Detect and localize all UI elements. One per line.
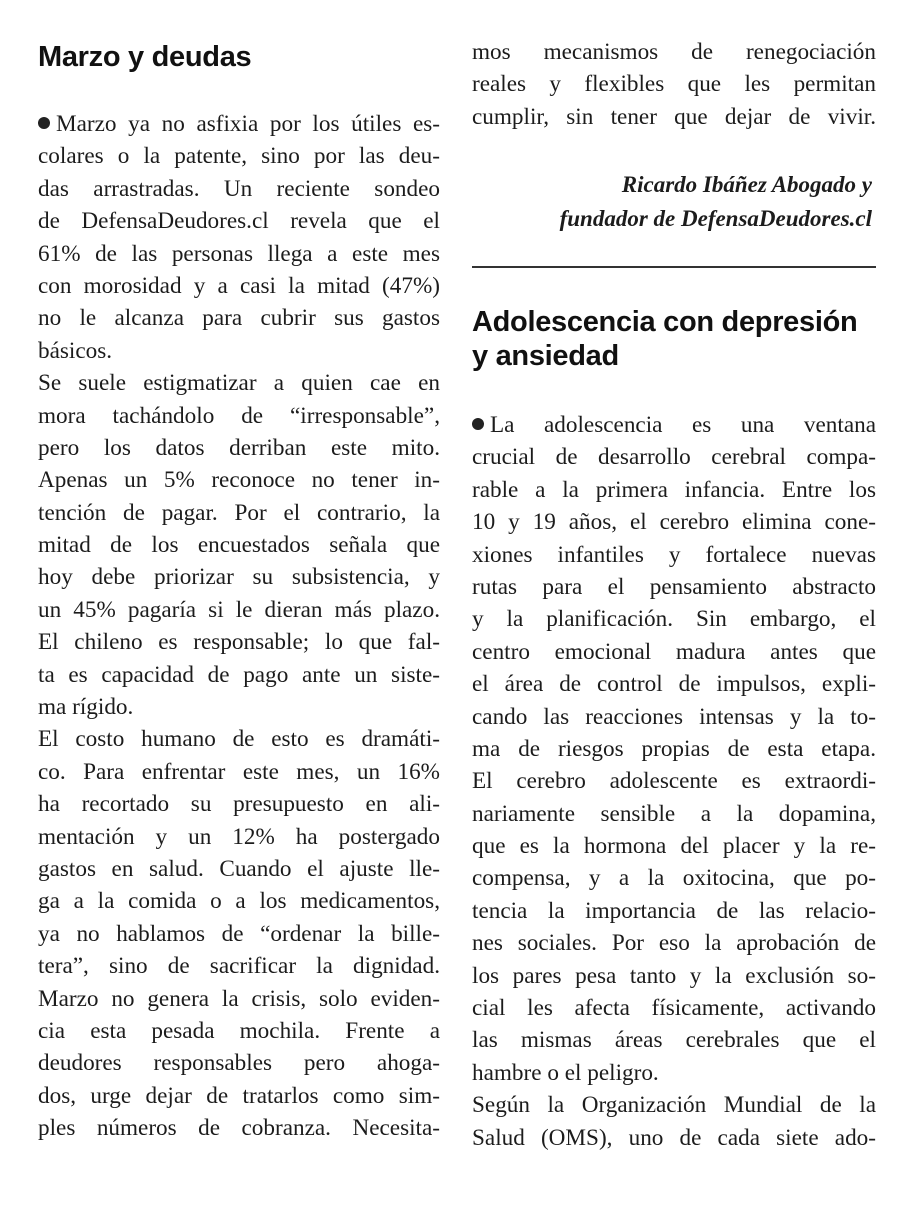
article-title-adolescencia	[472, 305, 876, 373]
article-body-marzo	[38, 108, 440, 1145]
bullet-icon	[472, 418, 484, 430]
body-line: cando las reacciones intensas y la to-	[472, 703, 876, 730]
body-line: ga a la comida o a los medicamentos,	[38, 888, 440, 915]
body-line: mitad de los encuestados señala que	[38, 532, 440, 559]
body-line: cia esta pesada mochila. Frente a	[38, 1017, 440, 1044]
body-line: cial les afecta físicamente, activando	[472, 995, 876, 1022]
title-line: y ansiedad	[472, 340, 619, 372]
body-line: crucial de desarrollo cerebral compa-	[472, 444, 876, 471]
body-line: xiones infantiles y fortalece nuevas	[472, 541, 876, 568]
body-line: de DefensaDeudores.cl revela que el	[38, 208, 440, 235]
author-signature	[472, 168, 872, 236]
body-line: Salud (OMS), uno de cada siete ado-	[472, 1124, 876, 1151]
body-line: Según la Organización Mundial de la	[472, 1092, 876, 1119]
body-line: El chileno es responsable; lo que fal-	[38, 629, 440, 656]
body-line: compensa, y a la oxitocina, que po-	[472, 865, 876, 892]
body-line: colares o la patente, sino por las deu-	[38, 143, 440, 170]
body-line: 10 y 19 años, el cerebro elimina cone-	[472, 509, 876, 536]
article-divider	[472, 266, 876, 268]
body-line: Marzo no genera la crisis, solo eviden-	[38, 985, 440, 1012]
body-line: rutas para el pensamiento abstracto	[472, 573, 876, 600]
body-line: reales y flexibles que les permitan	[472, 71, 876, 98]
body-line: no le alcanza para cubrir sus gastos	[38, 305, 440, 332]
body-line: tención de pagar. Por el contrario, la	[38, 499, 440, 526]
body-line: ples números de cobranza. Necesita-	[38, 1115, 440, 1142]
body-line: tera”, sino de sacrificar la dignidad.	[38, 953, 440, 980]
bullet-icon	[38, 117, 50, 129]
body-line: Apenas un 5% reconoce no tener in-	[38, 467, 440, 494]
body-line: mora tachándolo de “irresponsable”,	[38, 402, 440, 429]
body-line: básicos.	[38, 337, 113, 364]
body-line: tencia la importancia de las relacio-	[472, 897, 876, 924]
body-line: nes sociales. Por eso la aprobación de	[472, 930, 876, 957]
body-line: 61% de las personas llega a este mes	[38, 240, 440, 267]
body-line: y la planificación. Sin embargo, el	[472, 606, 876, 633]
body-line: Se suele estigmatizar a quien cae en	[38, 370, 440, 397]
body-line: rable a la primera infancia. Entre los	[472, 476, 876, 503]
body-line: ya no hablamos de “ordenar la bille-	[38, 920, 440, 947]
body-line: los pares pesa tanto y la exclusión so-	[472, 962, 876, 989]
body-line: ta es capacidad de pago ante un siste-	[38, 661, 440, 688]
body-line: hambre o el peligro.	[472, 1059, 659, 1086]
signature-line: fundador de DefensaDeudores.cl	[559, 206, 872, 231]
body-line: hoy debe priorizar su subsistencia, y	[38, 564, 440, 591]
body-line: gastos en salud. Cuando el ajuste lle-	[38, 855, 440, 882]
body-line: un 45% pagaría si le dieran más plazo.	[38, 596, 440, 623]
body-line: mentación y un 12% ha postergado	[38, 823, 440, 850]
article-body-adolescencia	[472, 409, 876, 1154]
body-line: El costo humano de esto es dramáti-	[38, 726, 440, 753]
body-line: que es la hormona del placer y la re-	[472, 833, 876, 860]
body-line: ma de riesgos propias de esta etapa.	[472, 735, 876, 762]
body-line: Marzo ya no asfixia por los útiles es-	[38, 108, 440, 140]
body-line: con morosidad y a casi la mitad (47%)	[38, 272, 440, 299]
article-title-marzo: Marzo y deudas	[38, 41, 252, 73]
signature-line: Ricardo Ibáñez Abogado y	[621, 172, 872, 197]
body-line: nariamente sensible a la dopamina,	[472, 800, 876, 827]
body-line: mos mecanismos de renegociación	[472, 39, 876, 65]
body-line: das arrastradas. Un reciente sondeo	[38, 175, 440, 202]
body-line: las mismas áreas cerebrales que el	[472, 1027, 876, 1054]
body-line: El cerebro adolescente es extraordi-	[472, 768, 876, 795]
body-line: cumplir, sin tener que dejar de vivir.	[472, 103, 876, 130]
body-line: co. Para enfrentar este mes, un 16%	[38, 758, 440, 785]
body-line: ma rígido.	[38, 694, 134, 721]
article-continuation-marzo	[472, 36, 876, 133]
title-line: Adolescencia con depresión	[472, 306, 858, 338]
body-line: el área de control de impulsos, expli-	[472, 671, 876, 698]
body-line: La adolescencia es una ventana	[472, 409, 876, 441]
body-line: deudores responsables pero ahoga-	[38, 1050, 440, 1077]
body-line: pero los datos derriban este mito.	[38, 434, 440, 461]
body-line: ha recortado su presupuesto en ali-	[38, 791, 440, 818]
body-line: centro emocional madura antes que	[472, 638, 876, 665]
body-line: dos, urge dejar de tratarlos como sim-	[38, 1082, 440, 1109]
